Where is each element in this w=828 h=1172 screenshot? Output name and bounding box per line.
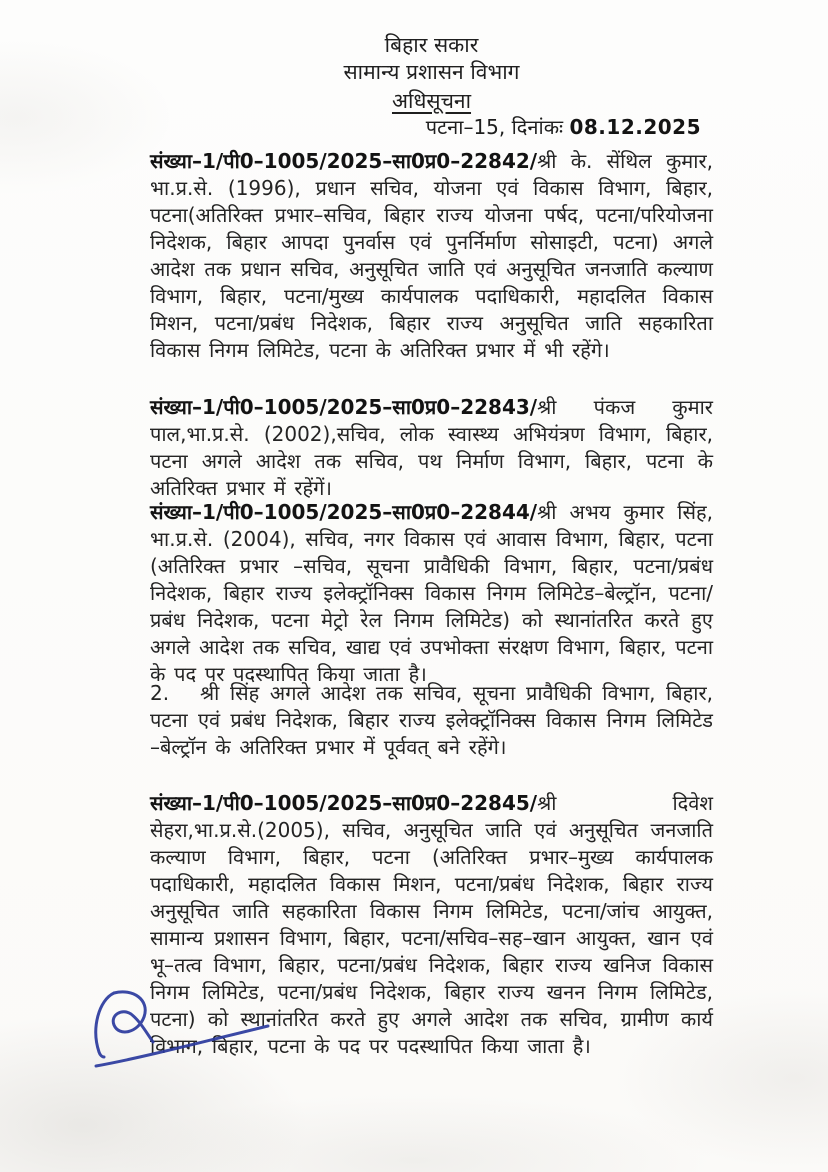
order-text: श्री अभय कुमार सिंह, भा.प्र.से. (2004), सचिव, नगर विकास एवं आवास विभाग, बिहार, पटना (अतिरिक्त प्रभार –सचिव, सूचना प्रावैधिकी विभाग, बिहार, पटना/प्रबंध निदेशक, बिहार राज्य इलेक्ट्रॉनिक्स विकास निगम लिमिटेड–बेल्ट्रॉन, पटना/प्रबंध निदेशक, पटना मेट्रो रेल निगम लिमिटेड) को स्थानांतरित करते हुए अगले आदेश तक सचिव, खाद्य एवं उपभोक्ता संरक्षण विभाग, बिहार, पटना के पद पर पदस्थापित किया जाता है।	[150, 500, 713, 686]
reference-number: संख्या–1/पी0–1005/2025–सा0प्र0–22842/	[150, 149, 538, 173]
reference-number: संख्या–1/पी0–1005/2025–सा0प्र0–22845/	[150, 791, 538, 815]
reference-number: संख्या–1/पी0–1005/2025–सा0प्र0–22843/	[150, 395, 538, 419]
order-text: श्री पंकज कुमार पाल,भा.प्र.से. (2002),सचिव, लोक स्वास्थ्य अभियंत्रण विभाग, बिहार, पटना अगले आदेश तक सचिव, पथ निर्माण विभाग, बिहार, पटना के अतिरिक्त प्रभार में रहेंगें।	[150, 395, 713, 500]
order-paragraph-22842	[150, 148, 713, 364]
order-text: श्री सिंह अगले आदेश तक सचिव, सूचना प्रावैधिकी विभाग, बिहार, पटना एवं प्रबंध निदेशक, बिहार राज्य इलेक्ट्रॉनिक्स विकास निगम लिमिटेड –बेल्ट्रॉन के अतिरिक्त प्रभार में पूर्ववत् बने रहेंगे।	[150, 681, 713, 759]
department-name: सामान्य प्रशासन विभाग	[343, 60, 520, 84]
notification-title: अधिसूचना	[391, 89, 472, 113]
notification-date: 08.12.2025	[569, 115, 701, 139]
paragraph-number: 2.	[150, 681, 170, 705]
order-text: श्री दिवेश सेहरा,भा.प्र.से.(2005), सचिव, अनुसूचित जाति एवं अनुसूचित जनजाति कल्याण विभाग, बिहार, पटना (अतिरिक्त प्रभार–मुख्य कार्यपालक पदाधिकारी, महादलित विकास मिशन, पटना/प्रबंध निदेशक, बिहार राज्य अनुसूचित जाति सहकारिता विकास निगम लिमिटेड, पटना/जांच आयुक्त, सामान्य प्रशासन विभाग, बिहार, पटना/सचिव–सह–खान आयुक्त, खान एवं भू–तत्व विभाग, बिहार, पटना/प्रबंध निदेशक, बिहार राज्य खनिज विकास निगम लिमिटेड, पटना/प्रबंध निदेशक, बिहार राज्य खनन निगम लिमिटेड, पटना) को स्थानांतरित करते हुए अगले आदेश तक सचिव, ग्रामीण कार्य विभाग, बिहार, पटना के पद पर पदस्थापित किया जाता है।	[150, 791, 713, 1058]
document-header	[150, 32, 713, 115]
government-name: बिहार सकार	[384, 33, 479, 57]
order-paragraph-22843	[150, 394, 713, 502]
reference-number: संख्या–1/पी0–1005/2025–सा0प्र0–22844/	[150, 500, 538, 524]
order-text: श्री के. सेंथिल कुमार, भा.प्र.से. (1996), प्रधान सचिव, योजना एवं विकास विभाग, बिहार, पटना(अतिरिक्त प्रभार–सचिव, बिहार राज्य योजना पर्षद, पटना/परियोजना निदेशक, बिहार आपदा पुनर्वास एवं पुनर्निर्माण सोसाइटी, पटना) अगले आदेश तक प्रधान सचिव, अनुसूचित जाति एवं अनुसूचित जनजाति कल्याण विभाग, बिहार, पटना/मुख्य कार्यपालक पदाधिकारी, महादलित विकास मिशन, पटना/प्रबंध निदेशक, बिहार राज्य अनुसूचित जाति सहकारिता विकास निगम लिमिटेड, पटना के अतिरिक्त प्रभार में भी रहेंगे।	[150, 149, 713, 362]
order-paragraph-22844	[150, 499, 713, 688]
signature-left-arc	[96, 993, 114, 1057]
numbered-subparagraph-2	[150, 680, 713, 761]
place-label: पटना–15, दिनांकः	[425, 115, 564, 139]
blue-ink-signature	[86, 986, 281, 1082]
place-date-line	[150, 113, 713, 140]
signature-loop	[113, 992, 153, 1042]
